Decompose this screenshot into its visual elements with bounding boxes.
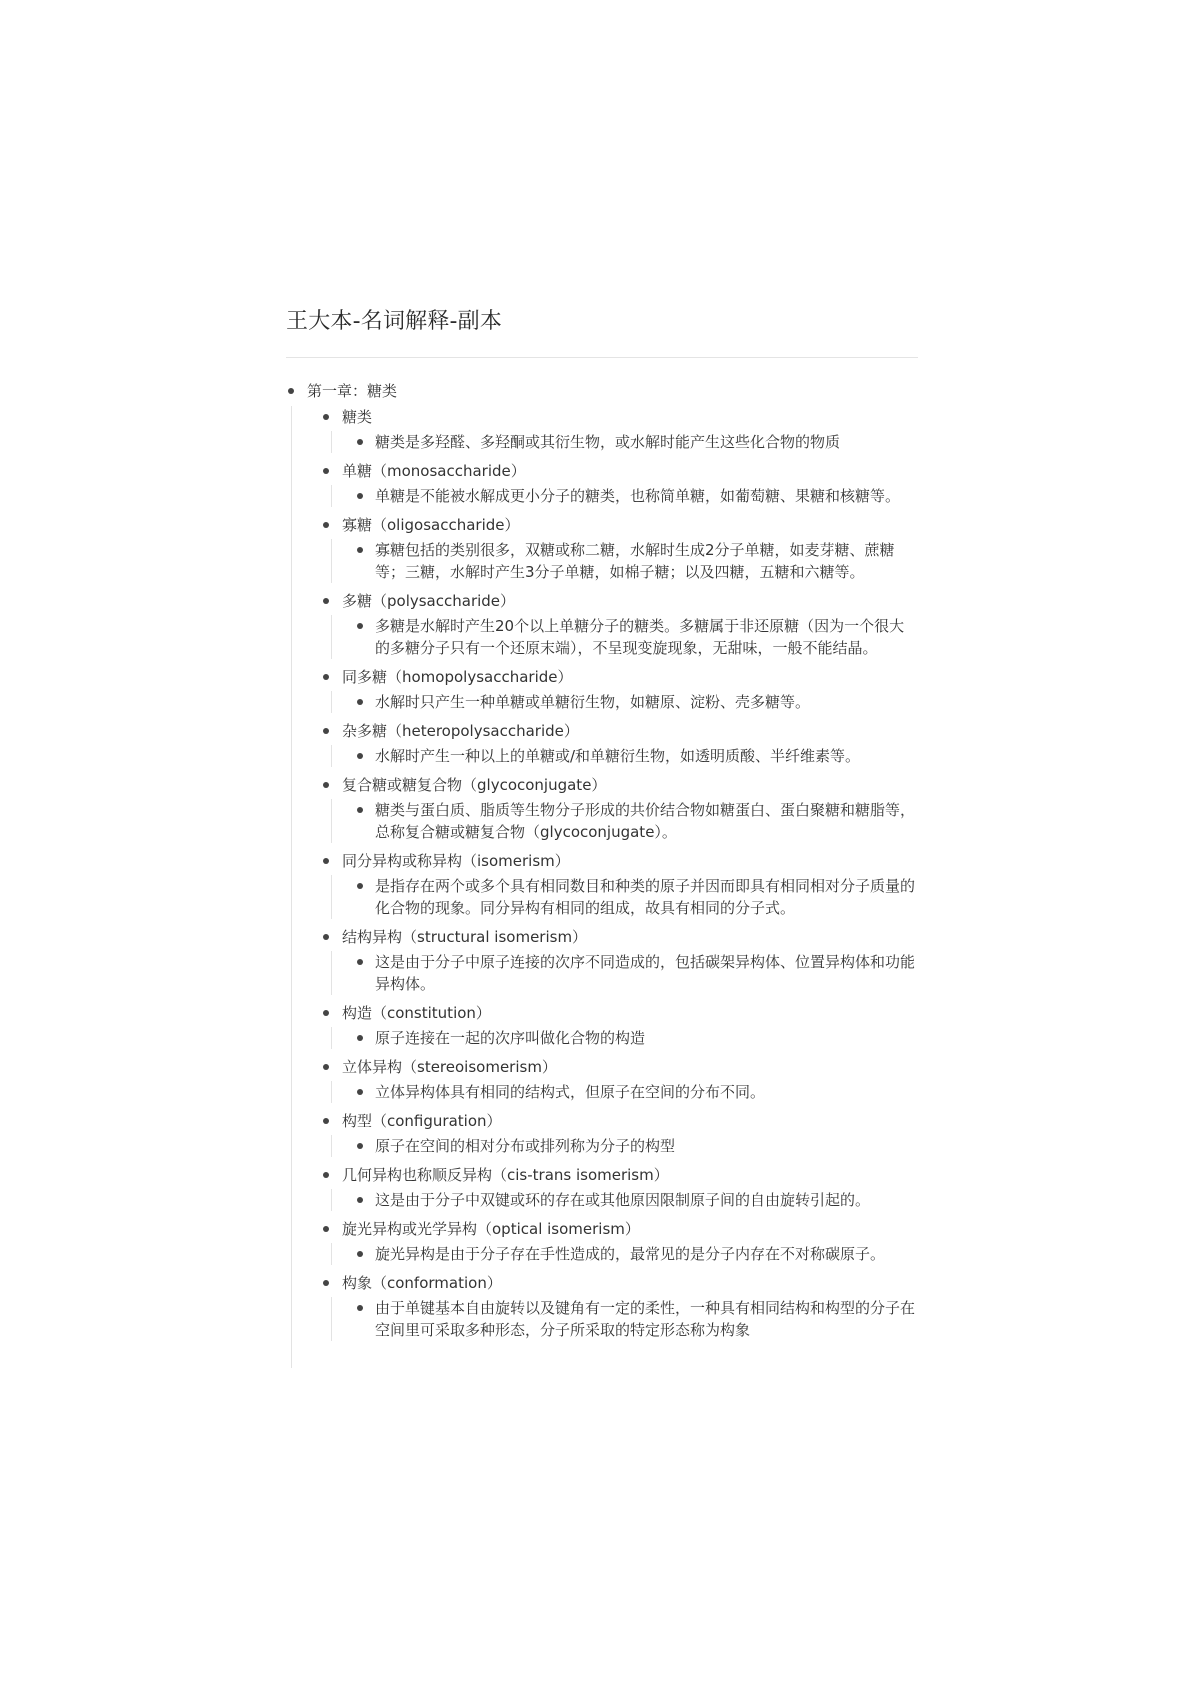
definition-text: 这是由于分子中双键或环的存在或其他原因限制原子间的自由旋转引起的。: [375, 1191, 871, 1209]
outline-item-definition[interactable]: [332, 1189, 918, 1211]
outline-item-definition[interactable]: [332, 875, 918, 919]
term-children: [331, 799, 918, 843]
bullet-icon[interactable]: [323, 782, 329, 788]
term-label: 结构异构（structural isomerism）: [342, 928, 588, 946]
outline-item-definition[interactable]: [332, 431, 918, 453]
term-children: [331, 1027, 918, 1049]
term-label: 同分异构或称异构（isomerism）: [342, 852, 570, 870]
definition-text: 旋光异构是由于分子存在手性造成的，最常见的是分子内存在不对称碳原子。: [375, 1245, 886, 1263]
bullet-icon[interactable]: [357, 623, 363, 629]
bullet-icon[interactable]: [323, 674, 329, 680]
definition-text: 糖类是多羟醛、多羟酮或其衍生物，或水解时能产生这些化合物的物质: [375, 433, 841, 451]
bullet-icon[interactable]: [323, 1280, 329, 1286]
definition-text: 单糖是不能被水解成更小分子的糖类，也称简单糖，如葡萄糖、果糖和核糖等。: [375, 487, 901, 505]
outline-item-definition[interactable]: [332, 1027, 918, 1049]
chapter-children: [291, 406, 918, 1368]
outline-item-definition[interactable]: [332, 951, 918, 995]
outline-item-definition[interactable]: [332, 485, 918, 507]
bullet-icon[interactable]: [357, 807, 363, 813]
outline-item-term[interactable]: [292, 774, 918, 796]
outline-item-term[interactable]: [292, 666, 918, 688]
bullet-icon[interactable]: [357, 883, 363, 889]
definition-text: 是指存在两个或多个具有相同数目和种类的原子并因而即具有相同相对分子质量的化合物的现象。同分异构有相同的组成，故具有相同的分子式。: [375, 877, 916, 917]
term-label: 构造（constitution）: [342, 1004, 491, 1022]
bullet-icon[interactable]: [323, 1010, 329, 1016]
bullet-icon[interactable]: [323, 1064, 329, 1070]
outline-item-definition[interactable]: [332, 1081, 918, 1103]
outline-item-term[interactable]: [292, 850, 918, 872]
bullet-icon[interactable]: [357, 1035, 363, 1041]
term-children: [331, 1243, 918, 1265]
bullet-icon[interactable]: [323, 1118, 329, 1124]
outline-item-term[interactable]: [292, 926, 918, 948]
outline-item-term[interactable]: [292, 720, 918, 742]
term-label: 复合糖或糖复合物（glycoconjugate）: [342, 776, 607, 794]
term-children: [331, 615, 918, 659]
outline: [286, 380, 918, 1368]
bullet-icon[interactable]: [357, 1089, 363, 1095]
document-title: 王大本-名词解释-副本: [286, 309, 503, 334]
definition-text: 寡糖包括的类别很多，双糖或称二糖，水解时生成2分子单糖，如麦芽糖、蔗糖等；三糖，水解时产生3分子单糖，如棉子糖；以及四糖，五糖和六糖等。: [375, 541, 895, 581]
term-children: [331, 951, 918, 995]
outline-item-term[interactable]: [292, 1110, 918, 1132]
outline-item-definition[interactable]: [332, 1135, 918, 1157]
bullet-icon[interactable]: [357, 439, 363, 445]
bullet-icon[interactable]: [323, 858, 329, 864]
term-label: 多糖（polysaccharide）: [342, 592, 516, 610]
definition-text: 这是由于分子中原子连接的次序不同造成的，包括碳架异构体、位置异构体和功能异构体。: [375, 953, 916, 993]
outline-item-term[interactable]: [292, 406, 918, 428]
bullet-icon[interactable]: [323, 728, 329, 734]
definition-text: 立体异构体具有相同的结构式，但原子在空间的分布不同。: [375, 1083, 766, 1101]
bullet-icon[interactable]: [357, 699, 363, 705]
term-label: 糖类: [342, 408, 373, 426]
outline-item-term[interactable]: [292, 1056, 918, 1078]
term-children: [331, 1297, 918, 1341]
term-children: [331, 539, 918, 583]
term-children: [331, 485, 918, 507]
bullet-icon[interactable]: [357, 1197, 363, 1203]
bullet-icon[interactable]: [288, 388, 294, 394]
bullet-icon[interactable]: [323, 468, 329, 474]
outline-item-term[interactable]: [292, 460, 918, 482]
term-children: [331, 1135, 918, 1157]
outline-item-definition[interactable]: [332, 615, 918, 659]
term-label: 杂多糖（heteropolysaccharide）: [342, 722, 579, 740]
definition-text: 多糖是水解时产生20个以上单糖分子的糖类。多糖属于非还原糖（因为一个很大的多糖分子只有一个还原末端），不呈现变旋现象，无甜味，一般不能结晶。: [375, 617, 905, 657]
outline-item-definition[interactable]: [332, 691, 918, 713]
term-label: 立体异构（stereoisomerism）: [342, 1058, 557, 1076]
definition-text: 由于单键基本自由旋转以及键角有一定的柔性，一种具有相同结构和构型的分子在空间里可采取多种形态，分子所采取的特定形态称为构象: [375, 1299, 916, 1339]
outline-item-term[interactable]: [292, 1218, 918, 1240]
definition-text: 原子连接在一起的次序叫做化合物的构造: [375, 1029, 646, 1047]
outline-item-term[interactable]: [292, 514, 918, 536]
term-label: 构象（conformation）: [342, 1274, 502, 1292]
chapter-heading: 第一章：糖类: [307, 382, 398, 400]
outline-item-chapter[interactable]: [286, 380, 918, 402]
term-label: 构型（configuration）: [342, 1112, 502, 1130]
title-divider: [286, 357, 918, 358]
outline-item-term[interactable]: [292, 1164, 918, 1186]
term-label: 同多糖（homopolysaccharide）: [342, 668, 573, 686]
bullet-icon[interactable]: [323, 598, 329, 604]
term-children: [331, 745, 918, 767]
bullet-icon[interactable]: [357, 493, 363, 499]
outline-item-definition[interactable]: [332, 539, 918, 583]
term-children: [331, 1189, 918, 1211]
outline-item-definition[interactable]: [332, 745, 918, 767]
term-label: 寡糖（oligosaccharide）: [342, 516, 520, 534]
outline-item-term[interactable]: [292, 1002, 918, 1024]
bullet-icon[interactable]: [357, 1251, 363, 1257]
term-children: [331, 1081, 918, 1103]
outline-item-term[interactable]: [292, 590, 918, 612]
bullet-icon[interactable]: [357, 547, 363, 553]
term-children: [331, 875, 918, 919]
definition-text: 水解时只产生一种单糖或单糖衍生物，如糖原、淀粉、壳多糖等。: [375, 693, 811, 711]
bullet-icon[interactable]: [357, 753, 363, 759]
term-children: [331, 691, 918, 713]
document-page: [286, 305, 918, 1368]
outline-item-term[interactable]: [292, 1272, 918, 1294]
bullet-icon[interactable]: [323, 1172, 329, 1178]
term-label: 单糖（monosaccharide）: [342, 462, 526, 480]
definition-text: 糖类与蛋白质、脂质等生物分子形成的共价结合物如糖蛋白、蛋白聚糖和糖脂等，总称复合糖或糖复合物（glycoconjugate）。: [375, 801, 916, 841]
outline-item-definition[interactable]: [332, 1297, 918, 1341]
bullet-icon[interactable]: [323, 934, 329, 940]
bullet-icon[interactable]: [357, 1305, 363, 1311]
bullet-icon[interactable]: [323, 522, 329, 528]
bullet-icon[interactable]: [357, 1143, 363, 1149]
term-children: [331, 431, 918, 453]
definition-text: 原子在空间的相对分布或排列称为分子的构型: [375, 1137, 676, 1155]
definition-text: 水解时产生一种以上的单糖或/和单糖衍生物，如透明质酸、半纤维素等。: [375, 747, 861, 765]
bullet-icon[interactable]: [323, 414, 329, 420]
term-label: 旋光异构或光学异构（optical isomerism）: [342, 1220, 640, 1238]
term-label: 几何异构也称顺反异构（cis-trans isomerism）: [342, 1166, 669, 1184]
bullet-icon[interactable]: [357, 959, 363, 965]
bullet-icon[interactable]: [323, 1226, 329, 1232]
outline-item-definition[interactable]: [332, 1243, 918, 1265]
outline-item-definition[interactable]: [332, 799, 918, 843]
